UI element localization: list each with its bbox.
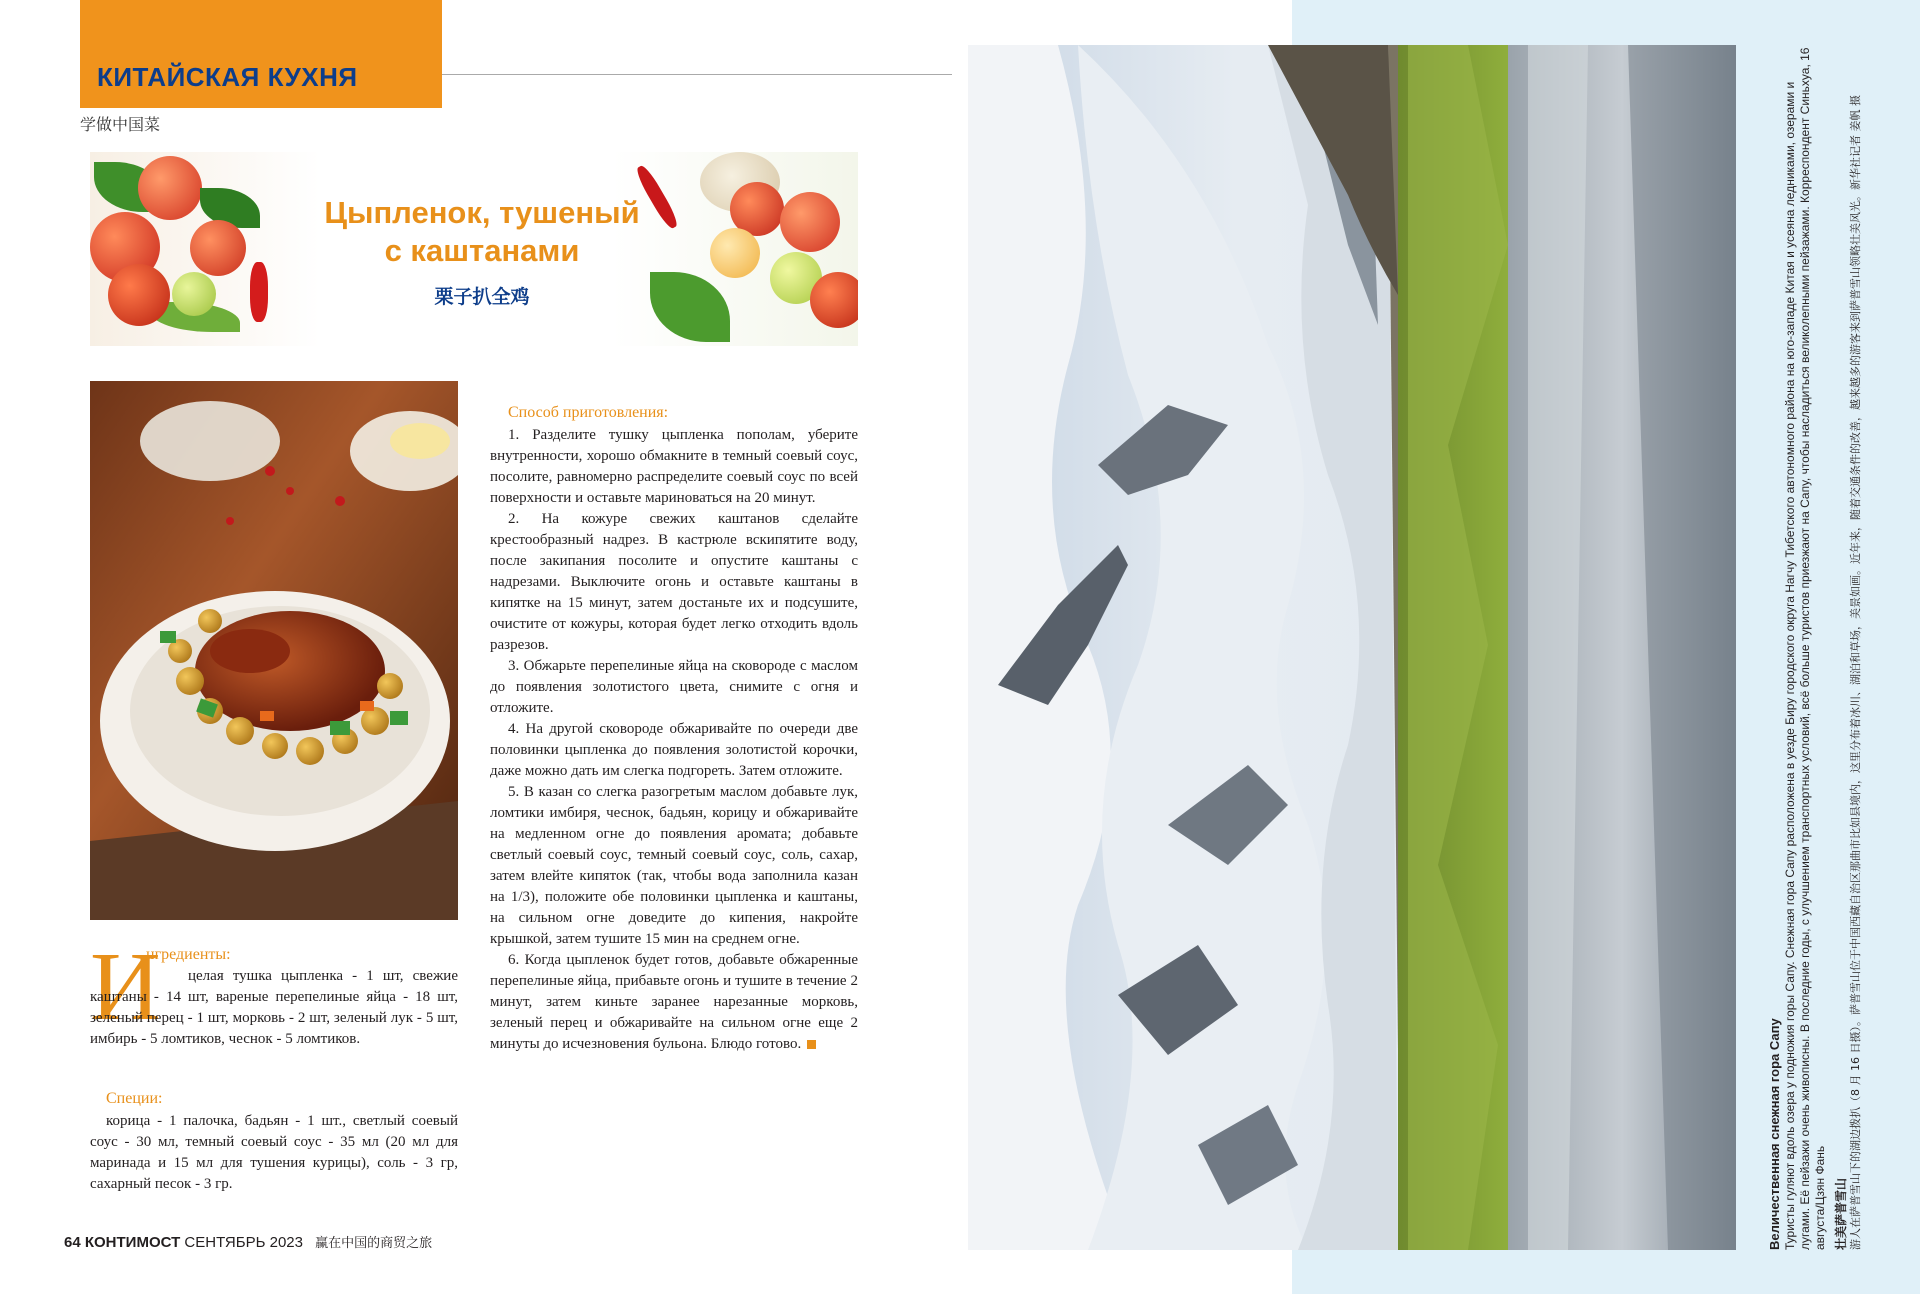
section-title: КИТАЙСКАЯ КУХНЯ bbox=[97, 62, 358, 92]
tomato bbox=[108, 264, 170, 326]
chili bbox=[250, 262, 268, 322]
method-step-text: 6. Когда цыпленок будет готов, добавьте обжаренные перепелиные яйца, прибавьте огонь и тушите в течение 2 минут, затем киньте заранее нарезанные морковь, зеленый перец и обжаривайте на сильном огне еще 2 минуты до исчезновения бульона. Блюдо готово. bbox=[490, 952, 858, 1052]
method-step: 4. На другой сковороде обжаривайте по очереди две половинки цыпленка до появления золотистой корочки, даже можно дать им слегка подгореть. Затем отложите. bbox=[490, 721, 858, 779]
method-step: 1. Разделите тушку цыпленка пополам, уберите внутренности, хорошо обмакните в темный соевый соус, посолите, равномерно распределите соевый соус по всей поверхности и оставьте мариноваться на 20 минут. bbox=[490, 427, 858, 506]
photo-caption bbox=[1767, 45, 1873, 1250]
spices-text: корица - 1 палочка, бадьян - 1 шт., светлый соевый соус - 30 мл, темный соевый соус - 35 мл (20 мл для маринада и 15 мл для тушения курицы), соль - 3 гр, сахарный песок - 3 гр. bbox=[90, 1113, 458, 1192]
issue-date: СЕНТЯБРЬ 2023 bbox=[184, 1234, 303, 1251]
ingredients-drop-cap: И bbox=[90, 933, 161, 1041]
caption-text-cn: 游人在萨普雪山下的湖边拨扒（8 月 16 日摄）。萨普雪山位于中国西藏自治区那曲市比如县境内，这里分布着冰川、湖泊和草场，美景如画。近年来，随着交通条件的改善，越来越多的游客来到萨普雪山领略壮美风光。新华社记者 姜帆 摄 bbox=[1849, 95, 1862, 1250]
dish-photo bbox=[90, 381, 458, 920]
caption-title-cn: 壮美萨普雪山 bbox=[1834, 1177, 1848, 1250]
lime bbox=[172, 272, 216, 316]
ingredients-heading: нгредиенты: bbox=[146, 946, 231, 963]
yellow-tomato bbox=[710, 228, 760, 278]
page-number: 64 bbox=[64, 1234, 81, 1251]
page-footer bbox=[64, 1232, 432, 1251]
tomato bbox=[810, 272, 858, 328]
tomato bbox=[780, 192, 840, 252]
method-step: 2. На кожуре свежих каштанов сделайте крестообразный надрез. В кастрюле вскипятите воду, после закипания посолите и опустите каштаны с надрезами. Выключите огонь и оставьте каштаны в кипятке на 15 минут, затем достаньте их и подсушите, очистите от кожуры, которая будет легко отходить вдоль разрезов. bbox=[490, 511, 858, 653]
method-step: 5. В казан со слегка разогретым маслом добавьте лук, ломтики имбиря, чеснок, бадьян, корицу и обжаривайте на медленном огне до появления аромата; добавьте светлый соевый соус, темный соевый соус, соль, сахар, затем влейте кипяток (так, чтобы вода заполнила казан на 1/3), положите обе половинки цыпленка и каштаны, на сильном огне доведите до кипения, накройте крышкой, затем тушите 15 мин на среднем огне. bbox=[490, 784, 858, 947]
dish-title-cn: 栗子扒全鸡 bbox=[434, 286, 530, 308]
method-steps bbox=[490, 425, 858, 1055]
caption-text: Туристы гуляют вдоль озера у подножия горы Сапу. Снежная гора Сапу расположена в уезде Биру городского округа Нагчу Тибетского автономного района на юго-западе Китая и усеяна ледниками, озерами и лугами. Её пейзажи очень живописны. В последние годы, с улучшением транспортных условий, всё больше туристов приезжают на Сапу, чтобы насладиться великолепными пейзажами. Корреспондент Синьхуа, 16 августа/Цзян Фань bbox=[1783, 47, 1827, 1250]
dish-title bbox=[272, 194, 692, 270]
mountain-landscape-photo bbox=[968, 45, 1736, 1250]
caption-title: Величественная снежная гора Сапу bbox=[1767, 1018, 1782, 1250]
end-of-article-mark bbox=[807, 1040, 816, 1049]
dish-title-line1: Цыпленок, тушеный bbox=[324, 195, 640, 230]
dish-title-line2: с каштанами bbox=[384, 233, 580, 268]
method-heading: Способ приготовления: bbox=[508, 404, 669, 421]
magazine-name: КОНТИМОСТ bbox=[84, 1234, 181, 1251]
ingredients-text: целая тушка цыпленка - 1 шт, свежие каштаны - 14 шт, вареные перепелиные яйца - 18 шт, зеленый перец - 1 шт, морковь - 2 шт, зеленый лук - 5 шт, имбирь - 5 ломтиков, чеснок - 5 ломтиков. bbox=[90, 968, 458, 1047]
tomato bbox=[138, 156, 202, 220]
footer-tagline: 赢在中国的商贸之旅 bbox=[315, 1236, 433, 1251]
spices-heading: Специи: bbox=[106, 1090, 163, 1107]
dish-illustration bbox=[90, 381, 458, 920]
section-subtitle: 学做中国菜 bbox=[80, 115, 161, 134]
header-rule bbox=[442, 74, 952, 75]
method-step: 3. Обжарьте перепелиные яйца на сковороде с маслом до появления золотистого цвета, снимите с огня и отложите. bbox=[490, 658, 858, 716]
method-step-final bbox=[490, 950, 858, 1055]
tomato bbox=[190, 220, 246, 276]
